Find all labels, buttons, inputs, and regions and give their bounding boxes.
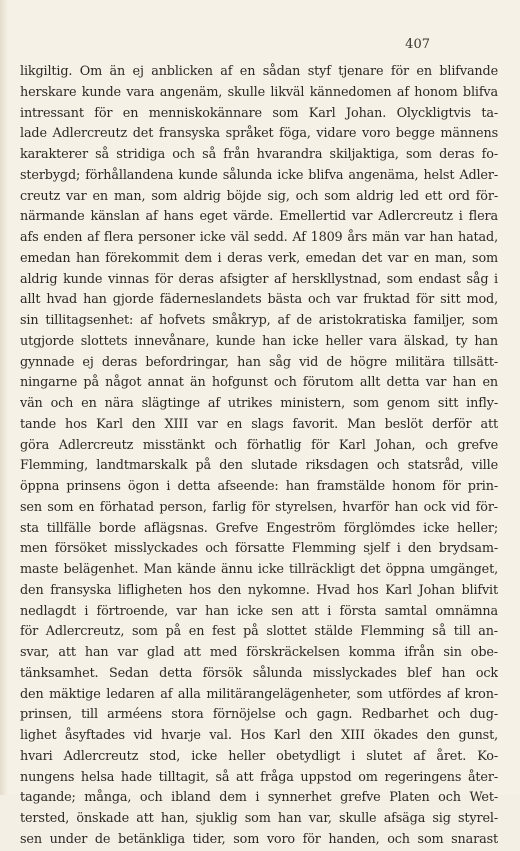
- text-line: intressant för en menniskokännare som Karl Johan. Olyckligtvis ta-: [20, 105, 498, 121]
- text-line: göra Adlercreutz misstänkt och förhatlig för Karl Johan, och grefve: [20, 437, 498, 453]
- text-line: tänksamhet. Sedan detta försök sålunda misslyckades blef han ock: [20, 665, 498, 681]
- text-line: tagande; många, och ibland dem i synnerhet grefve Platen och Wet-: [20, 790, 498, 806]
- text-line: utgjorde slottets innevånare, kunde han icke heller vara älskad, ty han: [20, 333, 498, 349]
- text-line: lighet åsyftades vid hvarje val. Hos Karl den XIII ökades den gunst,: [20, 728, 498, 743]
- text-line: öppna prinsens ögon i detta afseende: han framstälde honom för prin-: [20, 479, 498, 494]
- text-line: svar, att han var glad att med förskräckelsen komma ifrån sin obe-: [20, 645, 498, 660]
- text-line: karakterer så stridiga och så från hvarandra skiljaktiga, som deras fo-: [20, 147, 498, 162]
- text-line: för Adlercreutz, som på en fest på slottet stälde Flemming så till an-: [20, 624, 498, 640]
- text-line: creutz var en man, som aldrig böjde sig, och som aldrig led ett ord för-: [20, 188, 498, 204]
- text-line: maste belägenhet. Man kände ännu icke tillräckligt det öppna umgänget,: [20, 562, 498, 577]
- text-line: allt hvad han gjorde fäderneslandets bästa och var fruktad för sitt mod,: [20, 292, 498, 308]
- text-line: sen under de betänkliga tider, som voro för handen, och som snarast: [20, 831, 498, 847]
- text-line: likgiltig. Om än ej anblicken af en sådan styf tjenare för en blifvande: [20, 64, 498, 79]
- text-line: sta tillfälle borde aflägsnas. Grefve Engeström förglömdes icke heller;: [20, 520, 498, 536]
- text-line: tersted, önskade att han, sjuklig som han var, skulle afsäga sig styrel-: [20, 811, 498, 826]
- text-line: hvari Adlercreutz stod, icke heller obetydligt i slutet af året. Ko-: [20, 748, 498, 764]
- text-line: emedan han förekommit dem i deras verk, emedan det var en man, som: [20, 250, 498, 266]
- text-line: lade Adlercreutz det fransyska språket föga, vidare voro begge männens: [20, 126, 498, 142]
- text-line: herskare kunde vara angenäm, skulle likväl kännedomen af honom blifva: [20, 84, 498, 100]
- text-line: Flemming, landtmarskalk på den slutade riksdagen och statsråd, ville: [20, 458, 498, 474]
- text-line: afs enden af flera personer icke väl sedd. Af 1809 års män var han hatad,: [20, 230, 498, 245]
- text-line: nungens helsa hade tilltagit, så att fråga uppstod om regeringens åter-: [20, 769, 498, 785]
- page-edge-shadow: [0, 0, 8, 795]
- body-text: [20, 62, 498, 851]
- text-line: aldrig kunde vinnas för deras afsigter af herskllystnad, som endast såg i: [20, 271, 498, 287]
- text-line: gynnade ej deras befordringar, han såg vid de högre militära tillsätt-: [20, 354, 498, 370]
- text-line: men försöket misslyckades och försatte Flemming sjelf i den brydsam-: [20, 541, 498, 557]
- text-line: nedlagdt i förtroende, var han icke sen att i första samtal omnämna: [20, 603, 498, 619]
- text-line: närmande känslan af hans eget värde. Emellertid var Adlercreutz i flera: [20, 209, 498, 225]
- text-line: prinsen, till arméens stora förnöjelse och gagn. Redbarhet och dug-: [20, 707, 498, 723]
- text-line: sin tillitagsenhet: af hofvets småkryp, af de aristokratiska familjer, som: [20, 313, 498, 328]
- text-line: den mäktige ledaren af alla militärangelägenheter, som utfördes af kron-: [20, 686, 498, 702]
- page-number: 407: [405, 37, 430, 52]
- text-line: den fransyska lifligheten hos den nykomne. Hvad hos Karl Johan blifvit: [20, 582, 498, 598]
- text-line: sterbygd; förhållandena kunde sålunda icke blifva angenäma, helst Adler-: [20, 167, 498, 183]
- text-line: vän och en nära slägtinge af utrikes ministern, som genom sitt infly-: [20, 396, 498, 411]
- text-line: tande hos Karl den XIII var en slags favorit. Man beslöt derför att: [20, 416, 498, 432]
- text-line: ningarne på något annat än hofgunst och förutom allt detta var han en: [20, 375, 498, 391]
- text-line: sen som en förhatad person, farlig för styrelsen, hvarför han ock vid för-: [20, 499, 498, 515]
